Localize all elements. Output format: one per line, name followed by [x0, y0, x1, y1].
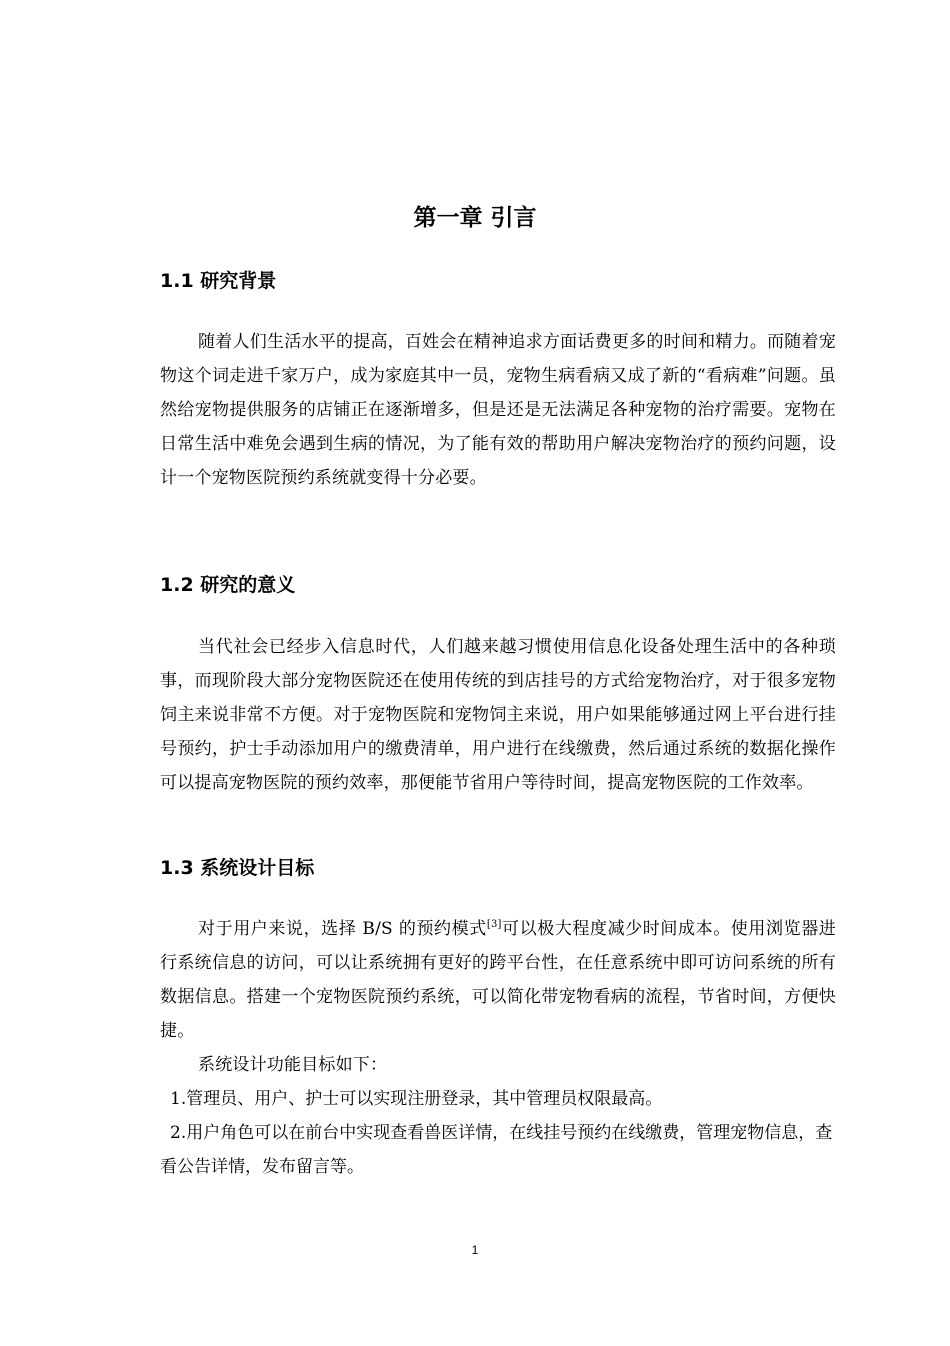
goal-item-1: 1.管理员、用户、护士可以实现注册登录，其中管理员权限最高。	[170, 1089, 663, 1109]
goals-intro: 系统设计功能目标如下：	[198, 1055, 388, 1075]
citation-ref: [3]	[486, 919, 502, 930]
chapter-title: 第一章 引言	[413, 205, 537, 231]
section-1-3-paragraph	[160, 912, 836, 1048]
section-1-1-paragraph: 随着人们生活水平的提高，百姓会在精神追求方面话费更多的时间和精力。而随着宠物这个词走进千家万户，成为家庭其中一员，宠物生病看病又成了新的“看病难”问题。虽然给宠物提供服务的店铺正在逐渐增多，但是还是无法满足各种宠物的治疗需要。宠物在日常生活中难免会遇到生病的情况，为了能有效的帮助用户解决宠物治疗的预约问题，设计一个宠物医院预约系统就变得十分必要。	[160, 332, 836, 488]
section-1-2-paragraph: 当代社会已经步入信息时代，人们越来越习惯使用信息化设备处理生活中的各种琐事，而现阶段大部分宠物医院还在使用传统的到店挂号的方式给宠物治疗，对于很多宠物饲主来说非常不方便。对于宠物医院和宠物饲主来说，用户如果能够通过网上平台进行挂号预约，护士手动添加用户的缴费清单，用户进行在线缴费，然后通过系统的数据化操作可以提高宠物医院的预约效率，那便能节省用户等待时间，提高宠物医院的工作效率。	[160, 637, 836, 793]
goal-item-2: 2.用户角色可以在前台中实现查看兽医详情，在线挂号预约在线缴费，管理宠物信息，查看公告详情，发布留言等。	[160, 1123, 833, 1177]
page-number: 1	[471, 1243, 479, 1257]
section-heading-1-1: 1.1 研究背景	[160, 270, 277, 292]
section-heading-1-3: 1.3 系统设计目标	[160, 857, 315, 879]
section-1-3-text-after-ref: 可以极大程度减少时间成本。使用浏览器进行系统信息的访问，可以让系统拥有更好的跨平台性，在任意系统中即可访问系统的所有数据信息。搭建一个宠物医院预约系统，可以简化带宠物看病的流程，节省时间，方便快捷。	[160, 919, 836, 1041]
section-heading-1-2: 1.2 研究的意义	[160, 574, 296, 596]
section-1-3-text-before-ref: 对于用户来说，选择 B/S 的预约模式	[198, 919, 487, 939]
